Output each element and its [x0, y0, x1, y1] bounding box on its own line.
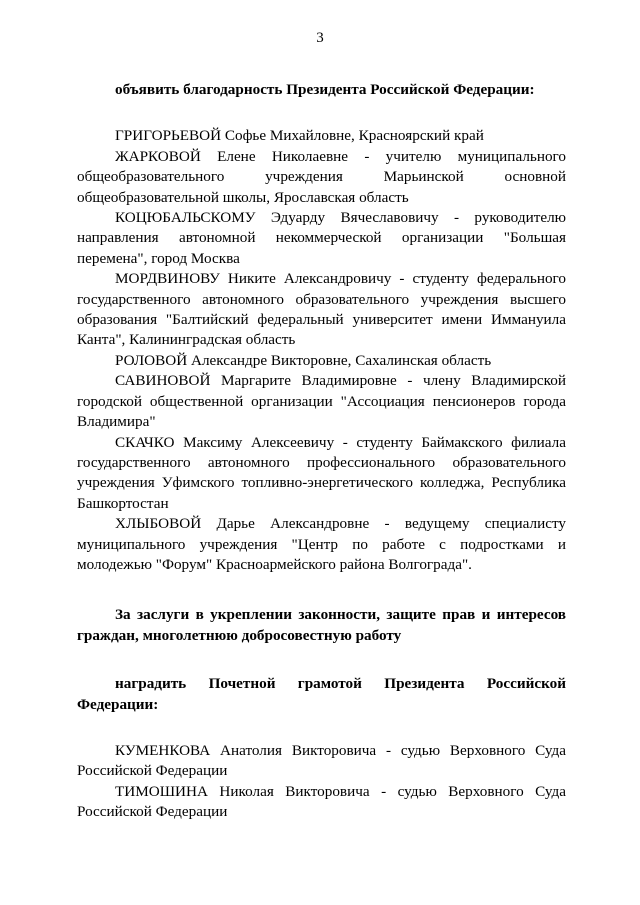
page-number: 3	[316, 30, 324, 46]
gratitude-list	[77, 126, 566, 575]
list-item: КУМЕНКОВА Анатолия Викторовича - судью Верховного Суда Российской Федерации	[77, 741, 566, 780]
list-item: ГРИГОРЬЕВОЙ Софье Михайловне, Красноярский край	[115, 127, 484, 145]
heading-gratitude: объявить благодарность Президента Российской Федерации:	[115, 81, 535, 98]
list-item: ЖАРКОВОЙ Елене Николаевне - учителю муниципального общеобразовательного учреждения Марьинской основной общеобразовательной школы, Ярославская область	[77, 147, 566, 206]
list-item: ХЛЫБОВОЙ Дарье Александровне - ведущему специалисту муниципального учреждения "Центр по работе с подростками и молодежью "Форум" Красноармейского района Волгограда".	[77, 515, 566, 573]
section-title-merits: За заслуги в укреплении законности, защите прав и интересов граждан, многолетнюю добросовестную работу	[77, 606, 566, 644]
list-item: ТИМОШИНА Николая Викторовича - судью Верховного Суда Российской Федерации	[77, 782, 566, 821]
list-item: САВИНОВОЙ Маргарите Владимировне - члену Владимирской городской общественной организации "Ассоциация пенсионеров города Владимира"	[77, 372, 566, 431]
list-item: РОЛОВОЙ Александре Викторовне, Сахалинская область	[115, 351, 492, 369]
list-item: КОЦЮБАЛЬСКОМУ Эдуарду Вячеславовичу - руководителю направления автономной некоммерческой организации "Большая перемена", город Москва	[77, 209, 566, 267]
award-list	[77, 741, 566, 823]
heading-award: наградить Почетной грамотой Президента Российской Федерации:	[77, 675, 566, 713]
list-item: МОРДВИНОВУ Никите Александровичу - студенту федерального государственного автономного образовательного учреждения высшего образования "Балтийский федеральный университет имени Иммануила Канта", Калининградская область	[77, 270, 566, 349]
document-body	[77, 80, 566, 823]
list-item: СКАЧКО Максиму Алексеевичу - студенту Баймакского филиала государственного автономного профессионального образовательного учреждения Уфимского топливно-энергетического колледжа, Республика Башкортостан	[77, 433, 566, 512]
